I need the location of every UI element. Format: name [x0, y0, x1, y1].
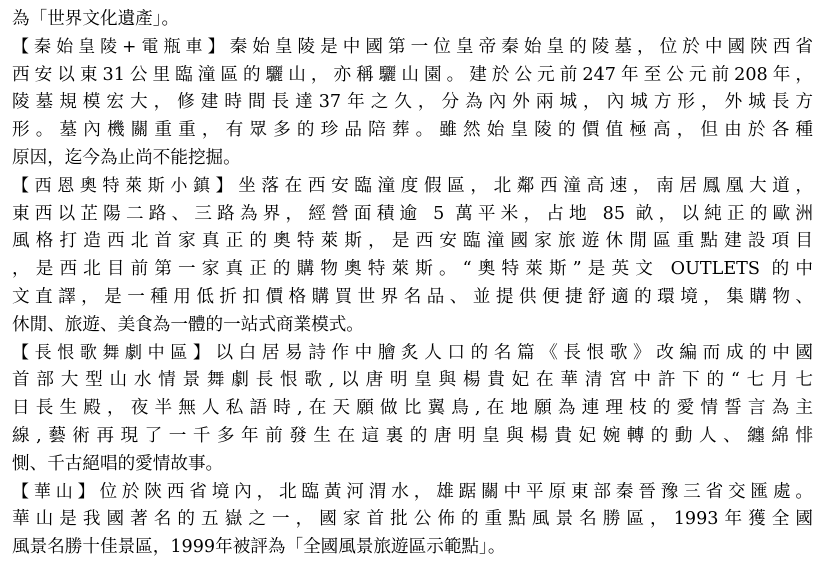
section-text: 風格打造西北首家真正的奧特萊斯，是西安臨潼國家旅遊休閒區重點建設項目	[12, 231, 813, 252]
section-heading-qinshihuang: 【秦始皇陵+電瓶車】	[12, 36, 230, 57]
section-line	[12, 534, 813, 562]
section-line	[12, 89, 813, 117]
section-line	[12, 256, 813, 284]
section-line	[12, 451, 813, 479]
section-text: 西安以東31公里臨潼區的驪山，亦稱驪山園。建於公元前247年至公元前208年，	[12, 64, 813, 85]
section-text: 原因，迄今為止尚不能挖掘。	[12, 147, 241, 168]
section-text: 惻、千古絕唱的愛情故事。	[12, 453, 224, 474]
section-text: 陵墓規模宏大，修建時間長達37年之久，分為內外兩城，內城方形，外城長方	[12, 92, 813, 113]
section-line	[12, 201, 813, 229]
section-text: 東西以芷陽二路、三路為界，經營面積逾 5 萬平米，占地 85 畝，以純正的歐洲	[12, 203, 813, 224]
section-line	[12, 228, 813, 256]
section-text: 華山是我國著名的五嶽之一，國家首批公佈的重點風景名勝區，1993年獲全國	[12, 509, 813, 530]
intro-text: 為「世界文化遺產」。	[12, 9, 180, 29]
section-line	[12, 62, 813, 90]
section-line	[12, 145, 813, 173]
section-heading-huashan: 【華山】	[12, 481, 100, 502]
section-line	[12, 284, 813, 312]
section-text: 位於陝西省境內，北臨黃河渭水，雄踞關中平原東部秦晉豫三省交匯處。	[99, 481, 813, 502]
section-text: 日長生殿，夜半無人私語時,在天願做比翼鳥,在地願為連理枝的愛情誓言為主	[12, 398, 813, 419]
section-text: 線,藝術再現了一千多年前發生在這裏的唐明皇與楊貴妃婉轉的動人、纏綿悱	[12, 425, 813, 446]
section-line	[12, 117, 813, 145]
section-line	[12, 395, 813, 423]
section-text: 首部大型山水情景舞劇長恨歌,以唐明皇與楊貴妃在華清宮中許下的“七月七	[12, 370, 813, 391]
section-text: 形。墓內機關重重，有眾多的珍品陪葬。雖然始皇陵的價值極高，但由於各種	[12, 120, 813, 141]
section-text: 坐落在西安臨潼度假區，北鄰西潼高速，南居鳳凰大道，	[238, 175, 813, 196]
section-line	[12, 340, 813, 368]
section-text: 風景名勝十佳景區，1999年被評為「全國風景旅遊區示範點」。	[12, 537, 506, 558]
section-text: 秦始皇陵是中國第一位皇帝秦始皇的陵墓，位於中國陝西省	[229, 36, 813, 57]
intro-line	[12, 6, 813, 34]
section-line	[12, 312, 813, 340]
section-line	[12, 367, 813, 395]
section-text: 休閒、旅遊、美食為一體的一站式商業模式。	[12, 314, 364, 335]
section-heading-outlets: 【西恩奧特萊斯小鎮】	[12, 175, 239, 196]
section-line	[12, 173, 813, 201]
section-text: ，是西北目前第一家真正的購物奧特萊斯。“奧特萊斯”是英文 OUTLETS 的中	[12, 259, 813, 280]
section-line	[12, 34, 813, 62]
section-text: 文直譯，是一種用低折扣價格購買世界名品、並提供便捷舒適的環境，集購物、	[12, 286, 813, 307]
section-heading-changhenge: 【長恨歌舞劇中區】	[12, 342, 216, 363]
section-line	[12, 423, 813, 451]
section-text: 以白居易詩作中膾炙人口的名篇《長恨歌》改編而成的中國	[215, 342, 813, 363]
section-line	[12, 479, 813, 507]
section-line	[12, 506, 813, 534]
